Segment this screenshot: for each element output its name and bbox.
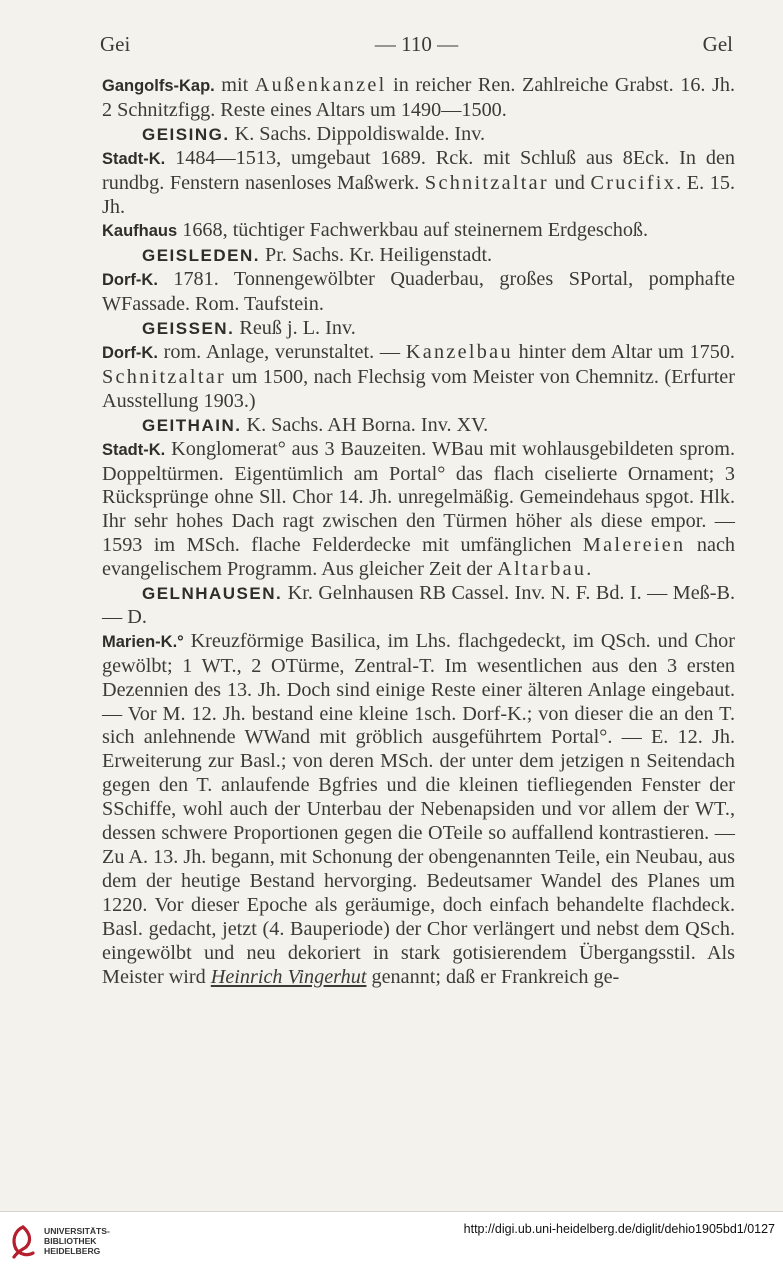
entry-geisleden-dorf-k: Dorf-K. 1781. Tonnengewölbter Quaderbau, großes SPortal, pomphafte WFassade. Rom. Taufstein.	[102, 268, 735, 316]
place-heading: GEITHAIN.	[142, 415, 242, 435]
entry-gelnhausen-marien-k: Marien-K.° Kreuzförmige Basilica, im Lhs. flachgedeckt, im QSch. und Chor gewölbt; 1 WT., 2 OTürme, Zentral-T. Im wesentlichen aus den 3 ersten Dezennien des 13. Jh. Doch sind einige Reste einer älteren Anlage eingebaut. — Vor M. 12. Jh. bestand eine kleine 1sch. Dorf-K.; von dieser die an den T. sich anlehnende WWand mit gröblich ausgeführtem Portal°. — E. 12. Jh. Erweiterung zur Basl.; von deren MSch. der unter dem jetzigen n Seitendach gegen den T. anlaufende Bgfries und die kleinen tiefliegenden Fenster der SSchiffe, wohl auch der Unterbau der Nebenapsiden und vor allem der WT., dessen schwere Proportionen gegen die OTeile so auffallend kontrastieren. — Zu A. 13. Jh. begann, mit Schonung der obengenannten Teile, ein Neubau, aus dem der heutige Bestand hervorging. Bedeutsamer Wandel des Planes um 1220. Vor dieser Epoche als geräumige, doch einfach behandelte flachdeck. Basl. gedacht, jetzt (4. Bauperiode) der Chor verlängert und nebst dem QSch. eingewölbt und neu dekoriert in stark gotisierendem Übergangsstil. Als Meister wird Heinrich Vingerhut genannt; daß er Frankreich ge-	[102, 629, 735, 988]
library-name: UNIVERSITÄTS- BIBLIOTHEK HEIDELBERG	[44, 1226, 110, 1256]
page-number: — 110 —	[374, 32, 459, 56]
place-heading: GEISING.	[142, 124, 230, 144]
permalink[interactable]: http://digi.ub.uni-heidelberg.de/diglit/dehio1905bd1/0127	[463, 1222, 775, 1236]
place-geissen: GEISSEN. Reuß j. L. Inv.	[102, 317, 735, 341]
entry-geithain-stadt-k: Stadt-K. Konglomerat° aus 3 Bauzeiten. WBau mit wohlausgebildeten sprom. Doppeltürmen. Eigentümlich am Portal° das flach ciselierte Ornament; 3 Rücksprünge ohne Sll. Chor 14. Jh. unregelmäßig. Gemeindehaus spgot. Hlk. Ihr sehr hohes Dach ragt zwischen den Türmen höher als diese empor. — 1593 im MSch. flache Felderdecke mit umfänglichen Malereien nach evangelischem Programm. Aus gleicher Zeit der Altarbau.	[102, 437, 736, 581]
viewer-footer	[0, 1211, 783, 1271]
place-heading: GEISLEDEN.	[142, 246, 260, 266]
master-name: Heinrich Vingerhut	[210, 965, 367, 988]
entry-heading: Marien-K.°	[102, 632, 184, 651]
place-geisleden: GEISLEDEN. Pr. Sachs. Kr. Heiligenstadt.	[102, 244, 735, 268]
entry-heading: Kaufhaus	[102, 222, 178, 241]
heidelberg-library-logo-icon	[8, 1223, 38, 1261]
entry-heading: Dorf-K.	[102, 343, 158, 362]
place-geising: GEISING. K. Sachs. Dippoldiswalde. Inv.	[102, 123, 735, 147]
place-heading: GELNHAUSEN.	[142, 584, 283, 604]
entry-geising-stadt-k: Stadt-K. 1484—1513, umgebaut 1689. Rck. mit Schluß aus 8Eck. In den rundbg. Fenstern nasenloses Maßwerk. Schnitzaltar und Crucifix. E. 15. Jh.	[102, 146, 735, 218]
header-right: Gel	[702, 32, 733, 56]
place-gelnhausen: GELNHAUSEN. Kr. Gelnhausen RB Cassel. Inv. N. F. Bd. I. — Meß-B. — D.	[102, 582, 735, 628]
entry-heading: Stadt-K.	[102, 149, 166, 168]
entry-heading: Gangolfs-Kap.	[102, 77, 215, 95]
entry-geissen-dorf-k: Dorf-K. rom. Anlage, verunstaltet. — Kanzelbau hinter dem Altar um 1750. Schnitzaltar um 1500, nach Flechsig vom Meister von Chemnitz. (Erfurter Ausstellung 1903.)	[102, 340, 735, 412]
place-heading: GEISSEN.	[142, 319, 235, 339]
body-text	[102, 74, 735, 989]
entry-heading: Stadt-K.	[102, 440, 166, 459]
entry-gangolfs-kap: Gangolfs-Kap. mit Außenkanzel in reicher Ren. Zahlreiche Grabst. 16. Jh. 2 Schnitzfigg. Reste eines Altars um 1490—1500.	[102, 74, 735, 121]
running-header	[100, 32, 733, 58]
entry-heading: Dorf-K.	[102, 271, 158, 290]
entry-geising-kaufhaus: Kaufhaus 1668, tüchtiger Fachwerkbau auf steinernem Erdgeschoß.	[102, 219, 649, 242]
header-left: Gei	[100, 32, 131, 56]
place-geithain: GEITHAIN. K. Sachs. AH Borna. Inv. XV.	[102, 414, 735, 438]
